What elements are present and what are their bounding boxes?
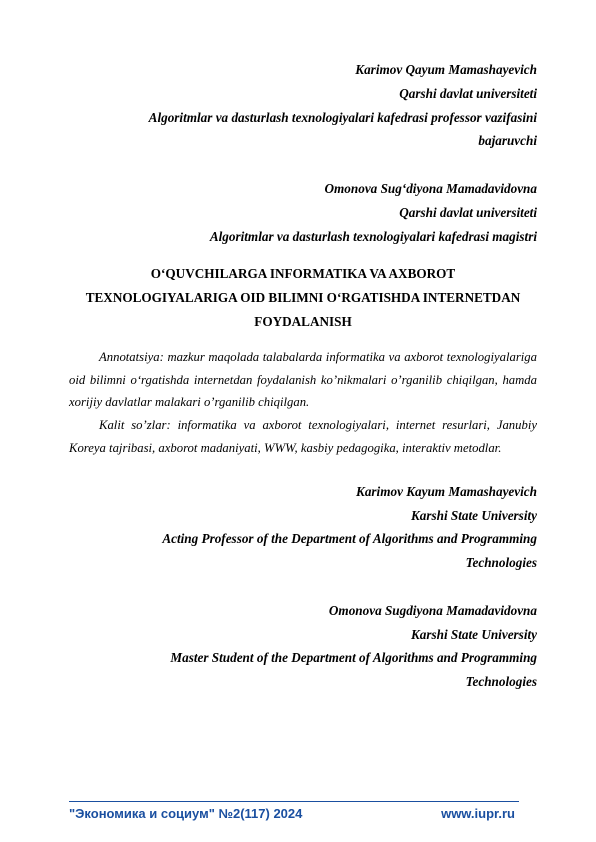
abstract-text: Annotatsiya: mazkur maqolada talabalarda informatika va axborot texnologiyalariga oid bilimni o‘rgatishda internetdan foydalanish ko’nikmalari o’rganilib chiqilgan, hamda xorijiy davlatlar malakari o’rganilib chiqilgan. <box>69 349 537 410</box>
title-line-1: O‘QUVCHILARGA INFORMATIKA VA AXBOROT <box>150 266 456 282</box>
title-line-3: FOYDALANISH <box>254 313 352 329</box>
footer-url[interactable]: www.iupr.ru <box>441 806 515 821</box>
author-name: Karimov Qayum Mamashayevich <box>355 62 537 77</box>
author-position: Acting Professor of the Department of Algorithms and Programming <box>162 531 537 547</box>
author-affiliation: Karshi State University <box>410 507 537 523</box>
page-footer <box>69 806 519 821</box>
author-block-uz-2 <box>69 177 537 248</box>
author-name: Omonova Sug‘diyona Mamadavidovna <box>324 180 537 196</box>
author-block-en-1 <box>69 480 537 575</box>
author-position: Master Student of the Department of Algorithms and Programming <box>170 650 537 666</box>
author-block-en-2 <box>69 599 537 694</box>
abstract-section <box>69 346 537 460</box>
author-position-cont: Technologies <box>465 555 537 571</box>
author-name: Karimov Kayum Mamashayevich <box>356 483 537 499</box>
footer-divider <box>69 801 519 802</box>
author-block-uz-1 <box>69 58 537 153</box>
title-line-2: TEXNOLOGIYALARIGA OID BILIMNI O‘RGATISHDA INTERNETDAN <box>85 290 521 306</box>
author-affiliation: Karshi State University <box>410 626 537 642</box>
article-title <box>69 262 537 333</box>
author-position: Algoritmlar va dasturlash texnologiyalari kafedrasi magistri <box>209 228 537 244</box>
author-position: Algoritmlar va dasturlash texnologiyalari kafedrasi professor vazifasini <box>148 109 537 125</box>
keywords-text: Kalit so’zlar: informatika va axborot texnologiyalari, internet resurlari, Janubiy Koreya tajribasi, axborot madaniyati, WWW, kasbiy pedagogika, interaktiv metodlar. <box>69 418 537 455</box>
author-affiliation: Qarshi davlat universiteti <box>399 204 537 220</box>
author-position-cont: bajaruvchi <box>478 133 537 149</box>
author-affiliation: Qarshi davlat universiteti <box>399 85 537 101</box>
footer-journal: "Экономика и социум" №2(117) 2024 <box>69 806 303 821</box>
author-name: Omonova Sugdiyona Mamadavidovna <box>328 602 537 618</box>
author-position-cont: Technologies <box>465 674 537 690</box>
article-page <box>69 58 537 694</box>
